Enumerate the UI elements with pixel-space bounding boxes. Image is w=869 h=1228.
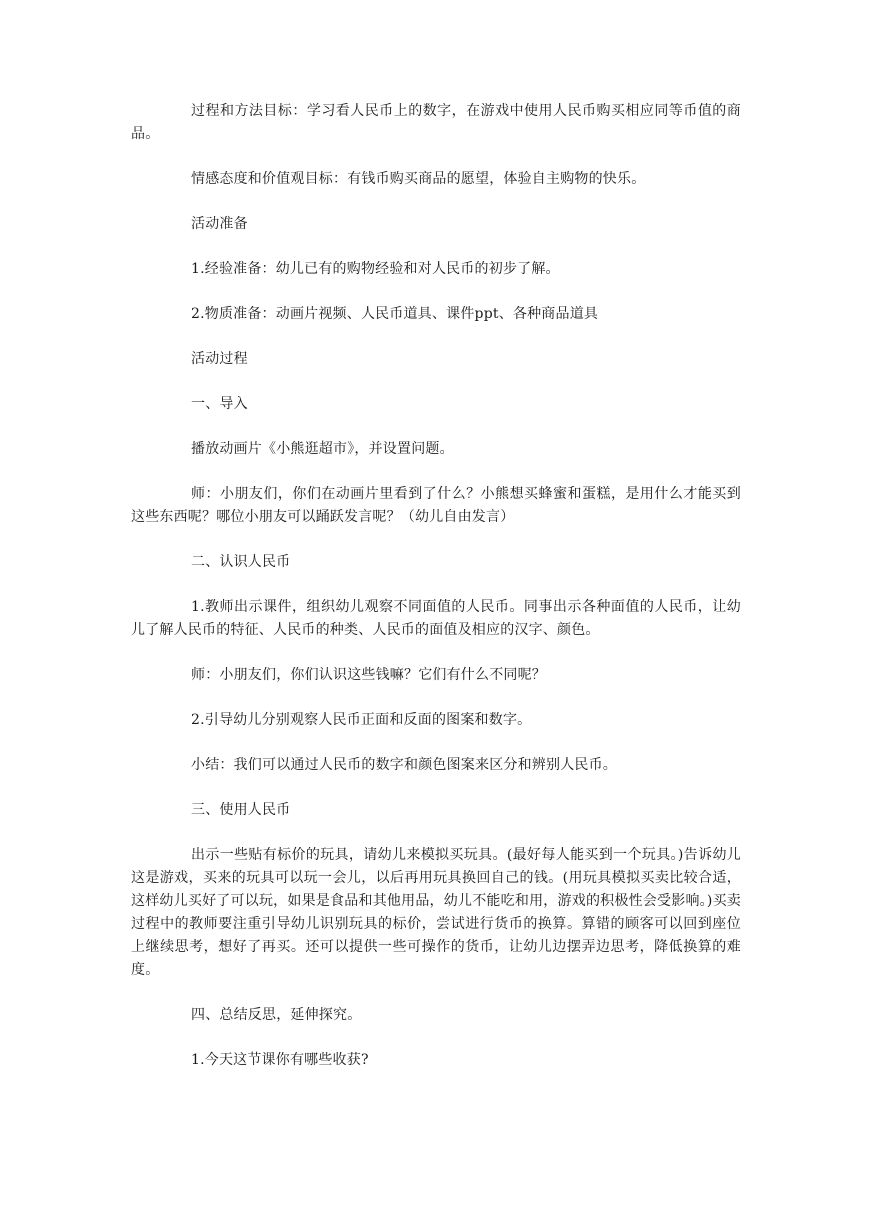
heading-know-rmb: 二、认识人民币: [191, 554, 291, 570]
paragraph-question-gains: 1.今天这节课你有哪些收获?: [191, 1052, 369, 1068]
paragraph-observe-front-back: 2.引导幼儿分别观察人民币正面和反面的图案和数字。: [191, 712, 532, 728]
paragraph-material-preparation: 2.物质准备：动画片视频、人民币道具、课件ppt、各种商品道具: [191, 306, 599, 322]
heading-introduction: 一、导入: [191, 396, 248, 412]
paragraph-goal-process-method: 过程和方法目标：学习看人民币上的数字，在游戏中使用人民币购买相应同等币值的商品。: [131, 103, 741, 142]
document-page: [131, 100, 741, 1094]
paragraph-goal-emotion-values: 情感态度和价值观目标：有钱币购买商品的愿望，体验自主购物的快乐。: [191, 171, 646, 187]
heading-reflection: 四、总结反思，延伸探究。: [191, 1007, 362, 1023]
heading-use-rmb: 三、使用人民币: [191, 802, 291, 818]
heading-activity-preparation: 活动准备: [191, 216, 248, 232]
paragraph-toy-shopping-game: 出示一些贴有标价的玩具，请幼儿来模拟买玩具。(最好每人能买到一个玩具。)告诉幼儿这是游戏，买来的玩具可以玩一会儿，以后再用玩具换回自己的钱。(用玩具模拟买卖比较合适，这样幼儿买好了可以玩，如果是食品和其他用品，幼儿不能吃和用，游戏的积极性会受影响。)买卖过程中的教师要注重引导幼儿识别玩具的标价，尝试进行货币的换算。算错的顾客可以回到座位上继续思考，想好了再买。还可以提供一些可操作的货币，让幼儿边摆弄边思考，降低换算的难度。: [131, 847, 741, 978]
paragraph-experience-preparation: 1.经验准备：幼儿已有的购物经验和对人民币的初步了解。: [191, 261, 560, 277]
paragraph-summary: 小结：我们可以通过人民币的数字和颜色图案来区分和辨别人民币。: [191, 757, 617, 773]
paragraph-teacher-question-1: 师：小朋友们，你们在动画片里看到了什么？小熊想买蜂蜜和蛋糕，是用什么才能买到这些东西呢？哪位小朋友可以踊跃发言呢？（幼儿自由发言）: [131, 486, 741, 525]
heading-activity-process: 活动过程: [191, 351, 248, 367]
paragraph-teacher-question-2: 师：小朋友们，你们认识这些钱嘛？它们有什么不同呢？: [191, 667, 546, 683]
paragraph-play-cartoon: 播放动画片《小熊逛超市》，并设置问题。: [191, 441, 454, 457]
paragraph-show-courseware: 1.教师出示课件，组织幼儿观察不同面值的人民币。同事出示各种面值的人民币，让幼儿了解人民币的特征、人民币的种类、人民币的面值及相应的汉字、颜色。: [131, 599, 741, 638]
